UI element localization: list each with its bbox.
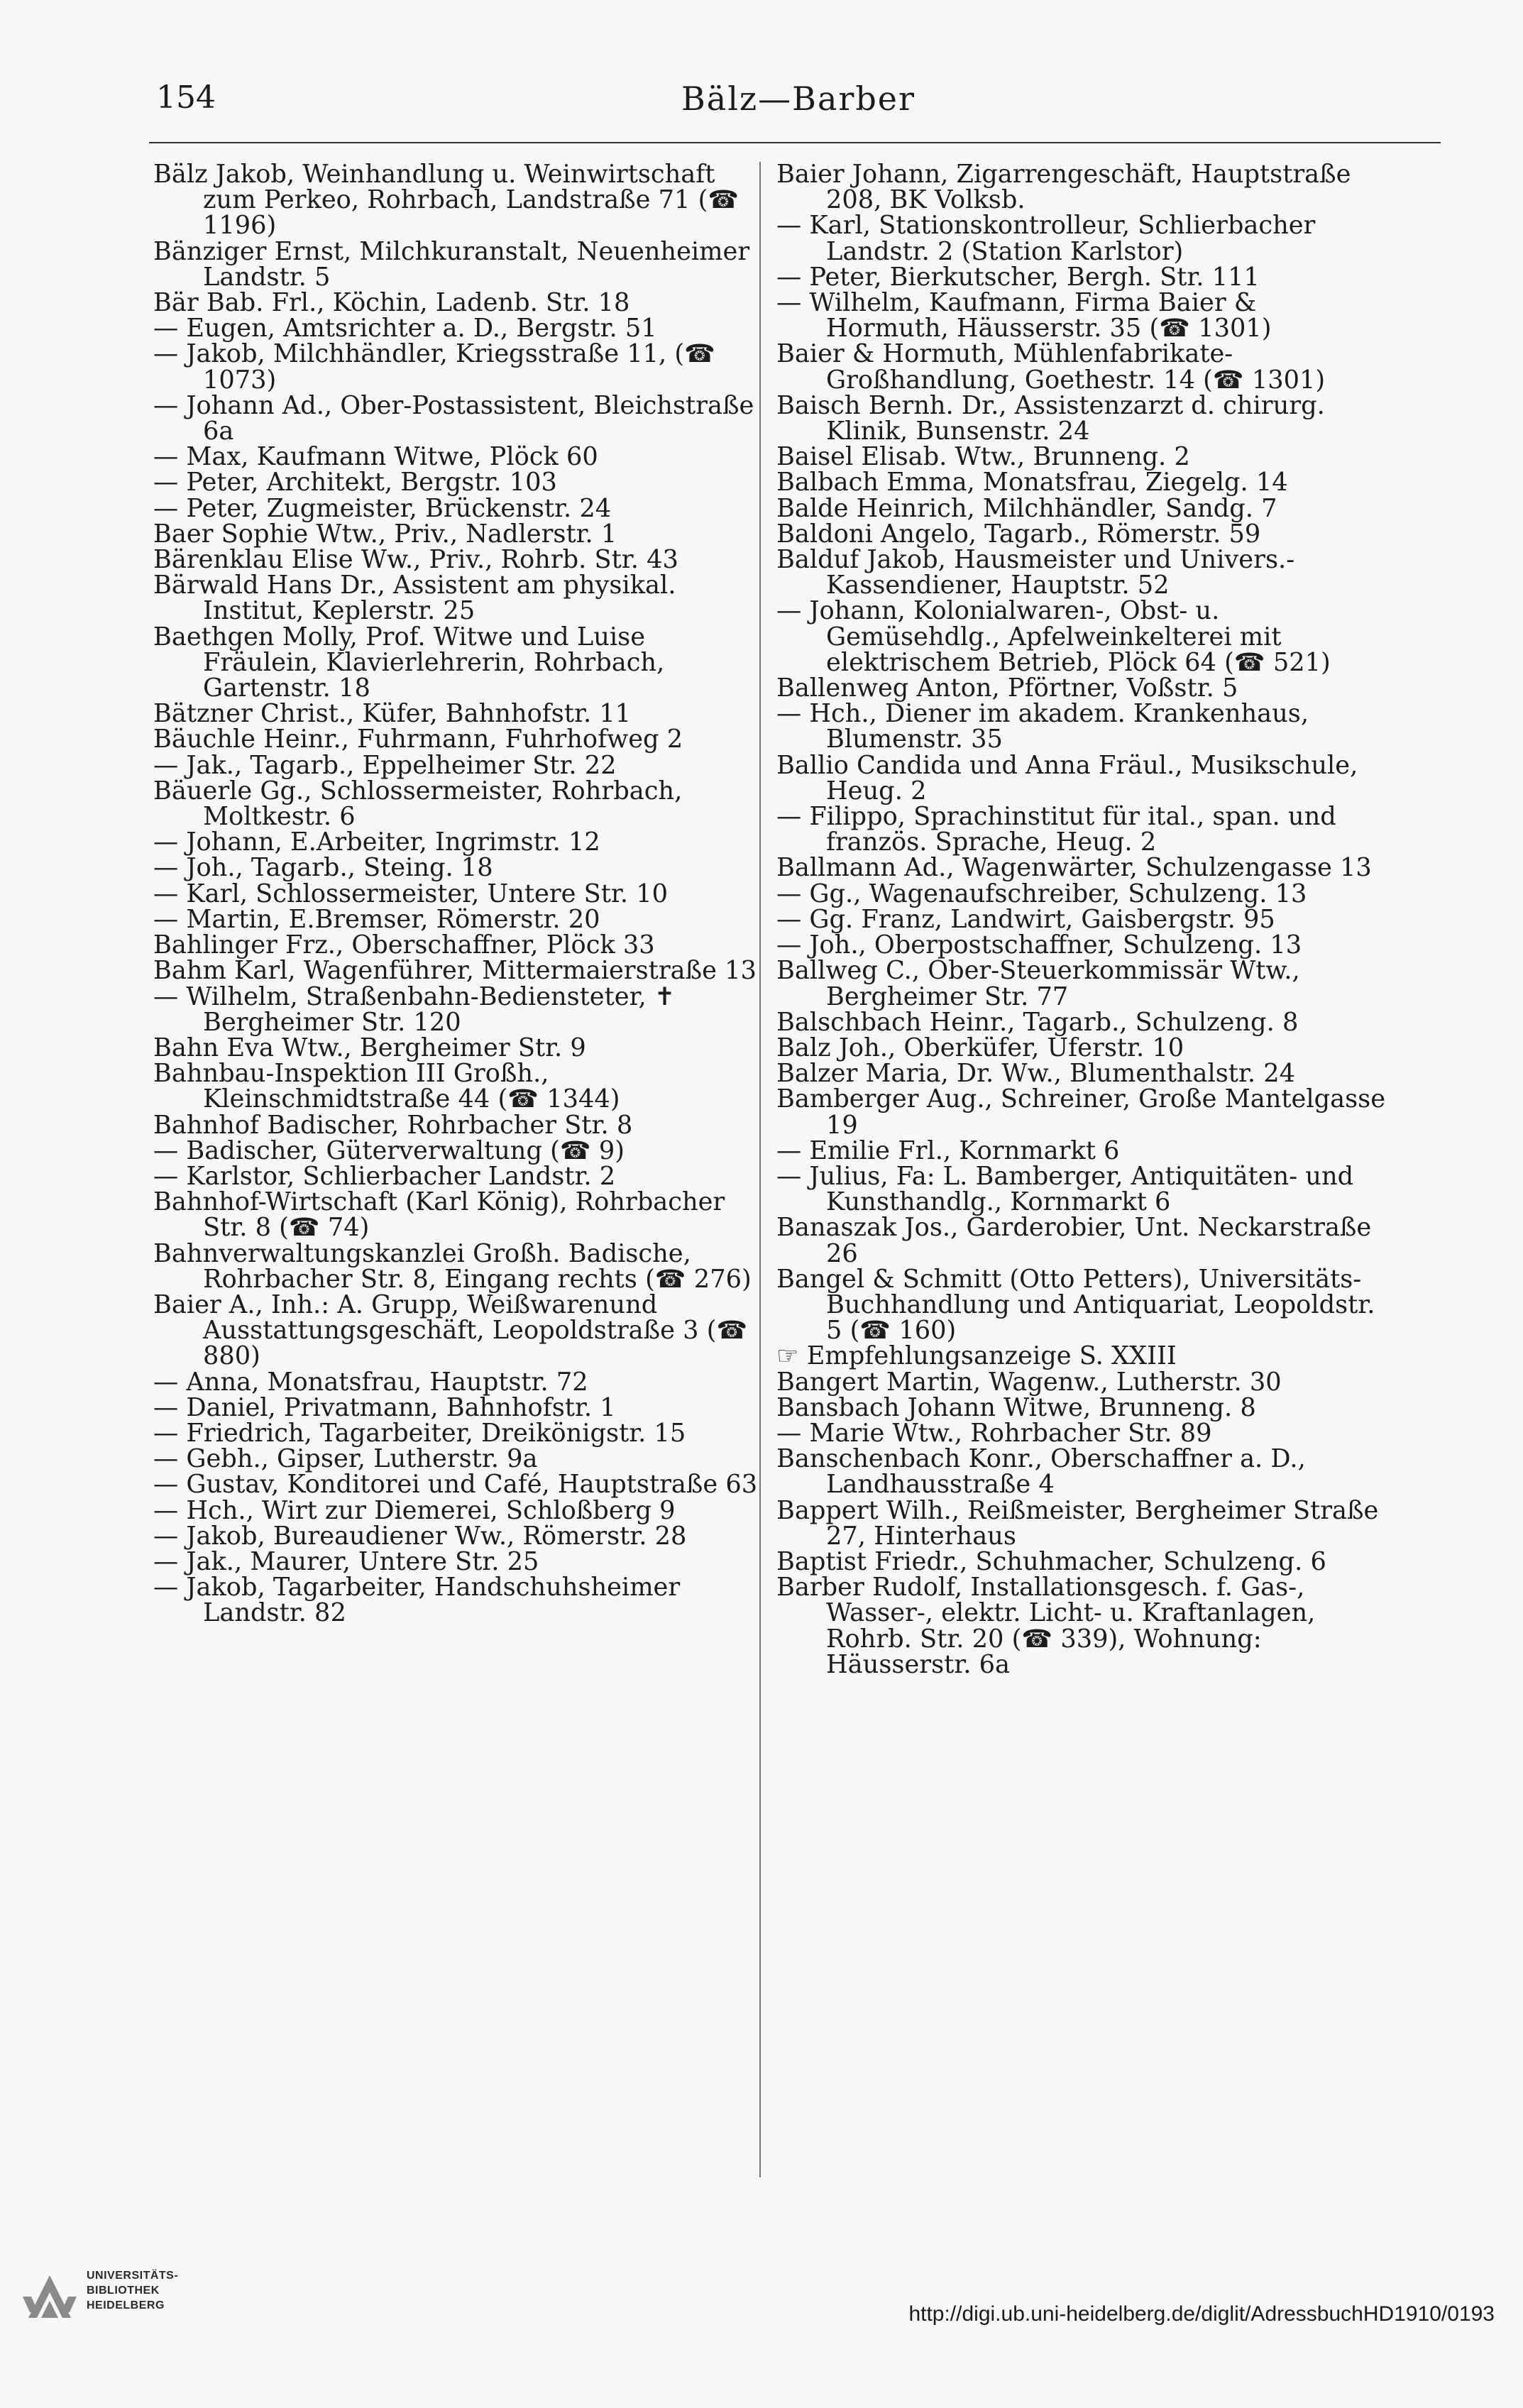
directory-entry: — Filippo, Sprachinstitut für ital., span. und französ. Sprache, Heug. 2 bbox=[776, 802, 1336, 857]
running-head: Bälz—Barber bbox=[681, 79, 916, 118]
directory-entry: — Karlstor, Schlierbacher Landstr. 2 bbox=[153, 1161, 616, 1191]
left-column bbox=[153, 162, 764, 1627]
library-logo-icon bbox=[21, 2268, 78, 2325]
directory-entry: Baer Sophie Wtw., Priv., Nadlerstr. 1 bbox=[153, 519, 617, 549]
page-header bbox=[156, 79, 1434, 136]
directory-entry: Baldoni Angelo, Tagarb., Römerstr. 59 bbox=[776, 519, 1261, 549]
directory-entry: Bärenklau Elise Ww., Priv., Rohrb. Str. 43 bbox=[153, 545, 678, 575]
directory-entry: Balzer Maria, Dr. Ww., Blumenthalstr. 24 bbox=[776, 1059, 1296, 1089]
directory-entry: Bahm Karl, Wagenführer, Mittermaierstraße 13 bbox=[153, 956, 757, 986]
directory-entry: — Badischer, Güterverwaltung (☎ 9) bbox=[153, 1136, 625, 1165]
directory-entry: — Johann, E.Arbeiter, Ingrimstr. 12 bbox=[153, 828, 600, 857]
directory-entry: — Gebh., Gipser, Lutherstr. 9a bbox=[153, 1444, 538, 1474]
source-url-link[interactable]: http://digi.ub.uni-heidelberg.de/diglit/AdressbuchHD1910/0193 bbox=[908, 2302, 1495, 2326]
directory-entry: — Hch., Diener im akadem. Krankenhaus, Blumenstr. 35 bbox=[776, 699, 1309, 754]
page-number: 154 bbox=[156, 79, 216, 116]
directory-entry: — Karl, Schlossermeister, Untere Str. 10 bbox=[153, 879, 669, 908]
directory-entry: Bangel & Schmitt (Otto Petters), Universitäts-Buchhandlung und Antiquariat, Leopoldstr. 5 (☎ 160) bbox=[776, 1264, 1375, 1346]
directory-entry: Balschbach Heinr., Tagarb., Schulzeng. 8 bbox=[776, 1007, 1299, 1037]
directory-entry: — Friedrich, Tagarbeiter, Dreikönigstr. 15 bbox=[153, 1418, 686, 1448]
directory-entry: — Wilhelm, Kaufmann, Firma Baier & Hormuth, Häusserstr. 35 (☎ 1301) bbox=[776, 288, 1272, 343]
right-column bbox=[776, 162, 1387, 1678]
directory-entry: — Karl, Stationskontrolleur, Schlierbacher Landstr. 2 (Station Karlstor) bbox=[776, 211, 1316, 266]
directory-entry: Banschenbach Konr., Oberschaffner a. D., Landhausstraße 4 bbox=[776, 1444, 1306, 1500]
library-logo-text: UNIVERSITÄTS- BIBLIOTHEK HEIDELBERG bbox=[87, 2270, 179, 2311]
directory-entry: — Jak., Tagarb., Eppelheimer Str. 22 bbox=[153, 750, 617, 780]
header-rule bbox=[149, 142, 1441, 143]
directory-entry: Balde Heinrich, Milchhändler, Sandg. 7 bbox=[776, 493, 1277, 523]
directory-entry: — Emilie Frl., Kornmarkt 6 bbox=[776, 1136, 1120, 1165]
directory-entry: Ballweg C., Ober-Steuerkommissär Wtw., Bergheimer Str. 77 bbox=[776, 956, 1300, 1011]
directory-entry: — Hch., Wirt zur Diemerei, Schloßberg 9 bbox=[153, 1495, 676, 1525]
directory-entry: — Martin, E.Bremser, Römerstr. 20 bbox=[153, 904, 600, 934]
directory-entry: Balduf Jakob, Hausmeister und Univers.-Kassendiener, Hauptstr. 52 bbox=[776, 545, 1295, 600]
directory-entry: Bäuerle Gg., Schlossermeister, Rohrbach, Moltkestr. 6 bbox=[153, 776, 683, 832]
directory-entry: Bärwald Hans Dr., Assistent am physikal. Institut, Keplerstr. 25 bbox=[153, 571, 676, 626]
directory-entry: Bahnbau-Inspektion III Großh., Kleinschmidtstraße 44 (☎ 1344) bbox=[153, 1059, 620, 1114]
directory-entry: — Jakob, Bureaudiener Ww., Römerstr. 28 bbox=[153, 1521, 687, 1551]
directory-entry: Balbach Emma, Monatsfrau, Ziegelg. 14 bbox=[776, 468, 1288, 497]
directory-entry: Balz Joh., Oberküfer, Uferstr. 10 bbox=[776, 1033, 1184, 1062]
directory-entry: Bahnverwaltungskanzlei Großh. Badische, Rohrbacher Str. 8, Eingang rechts (☎ 276) bbox=[153, 1238, 752, 1294]
directory-entry: — Jakob, Tagarbeiter, Handschuhsheimer Landstr. 82 bbox=[153, 1573, 681, 1628]
directory-entry: — Gustav, Konditorei und Café, Hauptstraße 63 bbox=[153, 1470, 758, 1500]
directory-entry: Bamberger Aug., Schreiner, Große Mantelgasse 19 bbox=[776, 1084, 1386, 1140]
directory-entry: Banaszak Jos., Garderobier, Unt. Neckarstraße 26 bbox=[776, 1213, 1372, 1268]
directory-entry: Bahnhof-Wirtschaft (Karl König), Rohrbacher Str. 8 (☎ 74) bbox=[153, 1187, 725, 1243]
directory-entry: Bansbach Johann Witwe, Brunneng. 8 bbox=[776, 1392, 1256, 1422]
library-logo[interactable] bbox=[21, 2264, 234, 2342]
directory-entry: — Eugen, Amtsrichter a. D., Bergstr. 51 bbox=[153, 314, 657, 343]
directory-entry: Baier Johann, Zigarrengeschäft, Hauptstraße 208, BK Volksb. bbox=[776, 160, 1351, 215]
directory-entry: Bätzner Christ., Küfer, Bahnhofstr. 11 bbox=[153, 699, 632, 729]
directory-entry: — Anna, Monatsfrau, Hauptstr. 72 bbox=[153, 1367, 588, 1397]
directory-entry: Baethgen Molly, Prof. Witwe und Luise Fräulein, Klavierlehrerin, Rohrbach, Gartenstr. 18 bbox=[153, 622, 665, 703]
directory-entry: — Peter, Zugmeister, Brückenstr. 24 bbox=[153, 493, 612, 523]
directory-entry: — Jakob, Milchhändler, Kriegsstraße 11, (☎ 1073) bbox=[153, 339, 715, 395]
directory-entry: — Johann Ad., Ober-Postassistent, Bleichstraße 6a bbox=[153, 390, 754, 446]
directory-entry: Baisch Bernh. Dr., Assistenzarzt d. chirurg. Klinik, Bunsenstr. 24 bbox=[776, 390, 1325, 446]
directory-entry: — Wilhelm, Straßenbahn-Bediensteter, ✝ Bergheimer Str. 120 bbox=[153, 982, 676, 1037]
directory-entry: Ballmann Ad., Wagenwärter, Schulzengasse 13 bbox=[776, 853, 1372, 883]
directory-entry: — Joh., Oberpostschaffner, Schulzeng. 13 bbox=[776, 930, 1302, 960]
directory-entry: — Jak., Maurer, Untere Str. 25 bbox=[153, 1546, 539, 1576]
directory-entry: — Marie Wtw., Rohrbacher Str. 89 bbox=[776, 1418, 1212, 1448]
directory-entry: — Gg., Wagenaufschreiber, Schulzeng. 13 bbox=[776, 879, 1307, 908]
directory-entry: — Julius, Fa: L. Bamberger, Antiquitäten- und Kunsthandlg., Kornmarkt 6 bbox=[776, 1161, 1354, 1217]
column-divider bbox=[759, 162, 761, 2177]
directory-entry: Barber Rudolf, Installationsgesch. f. Gas-, Wasser-, elektr. Licht- u. Kraftanlagen, Rohrb. Str. 20 (☎ 339), Wohnung: Häusserstr. 6a bbox=[776, 1573, 1316, 1679]
directory-entry: Bänziger Ernst, Milchkuranstalt, Neuenheimer Landstr. 5 bbox=[153, 236, 750, 292]
directory-entry: Bahnhof Badischer, Rohrbacher Str. 8 bbox=[153, 1110, 633, 1140]
directory-entry: Ballio Candida und Anna Fräul., Musikschule, Heug. 2 bbox=[776, 750, 1358, 806]
directory-entry: — Daniel, Privatmann, Bahnhofstr. 1 bbox=[153, 1392, 616, 1422]
directory-entry: Bär Bab. Frl., Köchin, Ladenb. Str. 18 bbox=[153, 288, 630, 318]
directory-entry: — Peter, Architekt, Bergstr. 103 bbox=[153, 468, 557, 497]
directory-entry: Bappert Wilh., Reißmeister, Bergheimer Straße 27, Hinterhaus bbox=[776, 1495, 1379, 1551]
directory-entry: Bahn Eva Wtw., Bergheimer Str. 9 bbox=[153, 1033, 586, 1062]
directory-entry: — Gg. Franz, Landwirt, Gaisbergstr. 95 bbox=[776, 904, 1275, 934]
directory-entry: — Peter, Bierkutscher, Bergh. Str. 111 bbox=[776, 262, 1260, 292]
directory-entry: Ballenweg Anton, Pförtner, Voßstr. 5 bbox=[776, 674, 1238, 703]
directory-entry: Bahlinger Frz., Oberschaffner, Plöck 33 bbox=[153, 930, 655, 960]
directory-entry: ☞ Empfehlungsanzeige S. XXIII bbox=[776, 1341, 1177, 1371]
directory-entry: — Joh., Tagarb., Steing. 18 bbox=[153, 853, 493, 883]
directory-entry: Bangert Martin, Wagenw., Lutherstr. 30 bbox=[776, 1367, 1282, 1397]
directory-entry: Baisel Elisab. Wtw., Brunneng. 2 bbox=[776, 442, 1190, 472]
directory-entry: Baier A., Inh.: A. Grupp, Weißwarenund Ausstattungsgeschäft, Leopoldstraße 3 (☎ 880) bbox=[153, 1290, 748, 1371]
directory-entry: Baier & Hormuth, Mühlenfabrikate-Großhandlung, Goethestr. 14 (☎ 1301) bbox=[776, 339, 1326, 395]
directory-entry: Bälz Jakob, Weinhandlung u. Weinwirtschaft zum Perkeo, Rohrbach, Landstraße 71 (☎ 1196) bbox=[153, 160, 739, 241]
directory-entry: Bäuchle Heinr., Fuhrmann, Fuhrhofweg 2 bbox=[153, 725, 683, 754]
directory-entry: — Johann, Kolonialwaren-, Obst- u. Gemüsehdlg., Apfelweinkelterei mit elektrischem Betrieb, Plöck 64 (☎ 521) bbox=[776, 596, 1331, 677]
directory-entry: — Max, Kaufmann Witwe, Plöck 60 bbox=[153, 442, 598, 472]
directory-entry: Baptist Friedr., Schuhmacher, Schulzeng. 6 bbox=[776, 1546, 1326, 1576]
